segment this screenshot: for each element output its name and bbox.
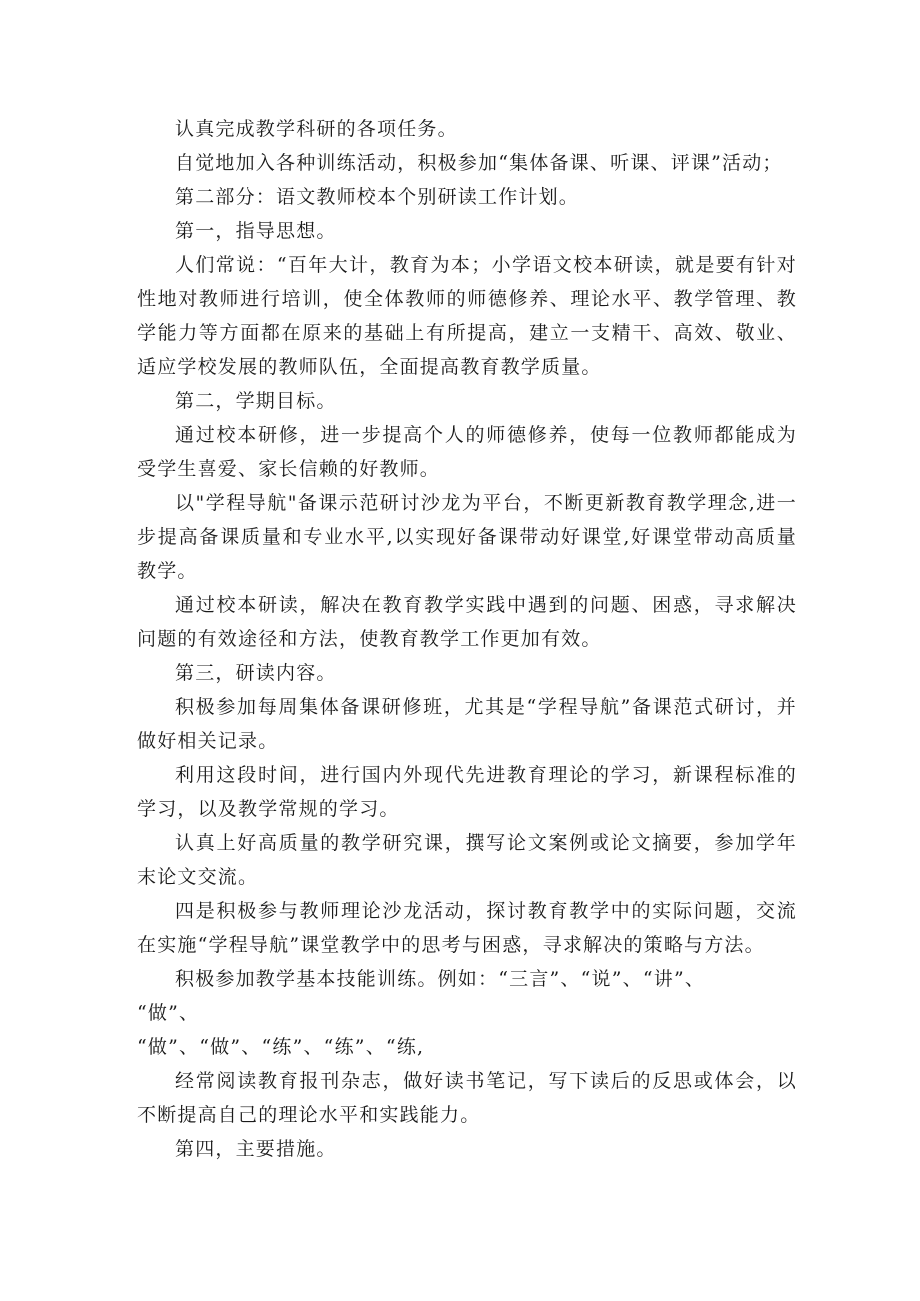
paragraph-content-skills: 积极参加教学基本技能训练。例如：“三言”、“说”、“讲”、: [175, 968, 706, 990]
paragraph-content-reading: 经常阅读教育报刊杂志，做好读书笔记，写下读后的反思或体会，以不断提高自己的理论水平和实践能力。: [137, 1070, 797, 1126]
paragraph-guiding-thought: 人们常说：“百年大计，教育为本；小学语文校本研读，就是要有针对性地对教师进行培训，使全体教师的师德修养、理论水平、教学管理、教学能力等方面都在原来的基础上有所提高，建立一支精干、高效、敬业、适应学校发展的教师队伍，全面提高教育教学质量。: [137, 254, 797, 378]
paragraph-skills-continued-1: “做”、: [137, 1002, 200, 1024]
paragraph-content-weekly-prep: 积极参加每周集体备课研修班，尤其是“学程导航”备课范式研讨，并做好相关记录。: [137, 696, 797, 752]
paragraph-content-research-lessons: 认真上好高质量的教学研究课，撰写论文案例或论文摘要，参加学年末论文交流。: [137, 832, 797, 888]
paragraph-task-completion: 认真完成教学科研的各项任务。: [175, 118, 458, 140]
paragraph-training-activities: 自觉地加入各种训练活动，积极参加“集体备课、听课、评课”活动；: [175, 152, 783, 174]
heading-semester-goals: 第二，学期目标。: [175, 390, 337, 412]
paragraph-goal-ethics: 通过校本研修，进一步提高个人的师德修养，使每一位教师都能成为受学生喜爱、家长信赖的好教师。: [137, 424, 797, 480]
paragraph-goal-lesson-prep: 以"学程导航"备课示范研讨沙龙为平台，不断更新教育教学理念,进一步提高备课质量和专业水平,以实现好备课带动好课堂,好课堂带动高质量教学。: [137, 492, 797, 582]
document-body: [137, 112, 797, 1166]
heading-main-measures: 第四，主要措施。: [175, 1138, 337, 1160]
paragraph-content-theory-study: 利用这段时间，进行国内外现代先进教育理论的学习，新课程标准的学习，以及教学常规的学习。: [137, 764, 797, 820]
paragraph-goal-problem-solving: 通过校本研读，解决在教育教学实践中遇到的问题、困惑，寻求解决问题的有效途径和方法，使教育教学工作更加有效。: [137, 594, 797, 650]
paragraph-content-salon: 四是积极参与教师理论沙龙活动，探讨教育教学中的实际问题，交流在实施“学程导航”课堂教学中的思考与困惑，寻求解决的策略与方法。: [137, 900, 797, 956]
heading-study-content: 第三，研读内容。: [175, 662, 337, 684]
paragraph-skills-continued-2: “做”、“做”、“练”、“练”、“练,: [137, 1036, 425, 1058]
section-heading-part-two: 第二部分：语文教师校本个别研读工作计划。: [175, 186, 580, 208]
heading-guiding-thought: 第一，指导思想。: [175, 220, 337, 242]
